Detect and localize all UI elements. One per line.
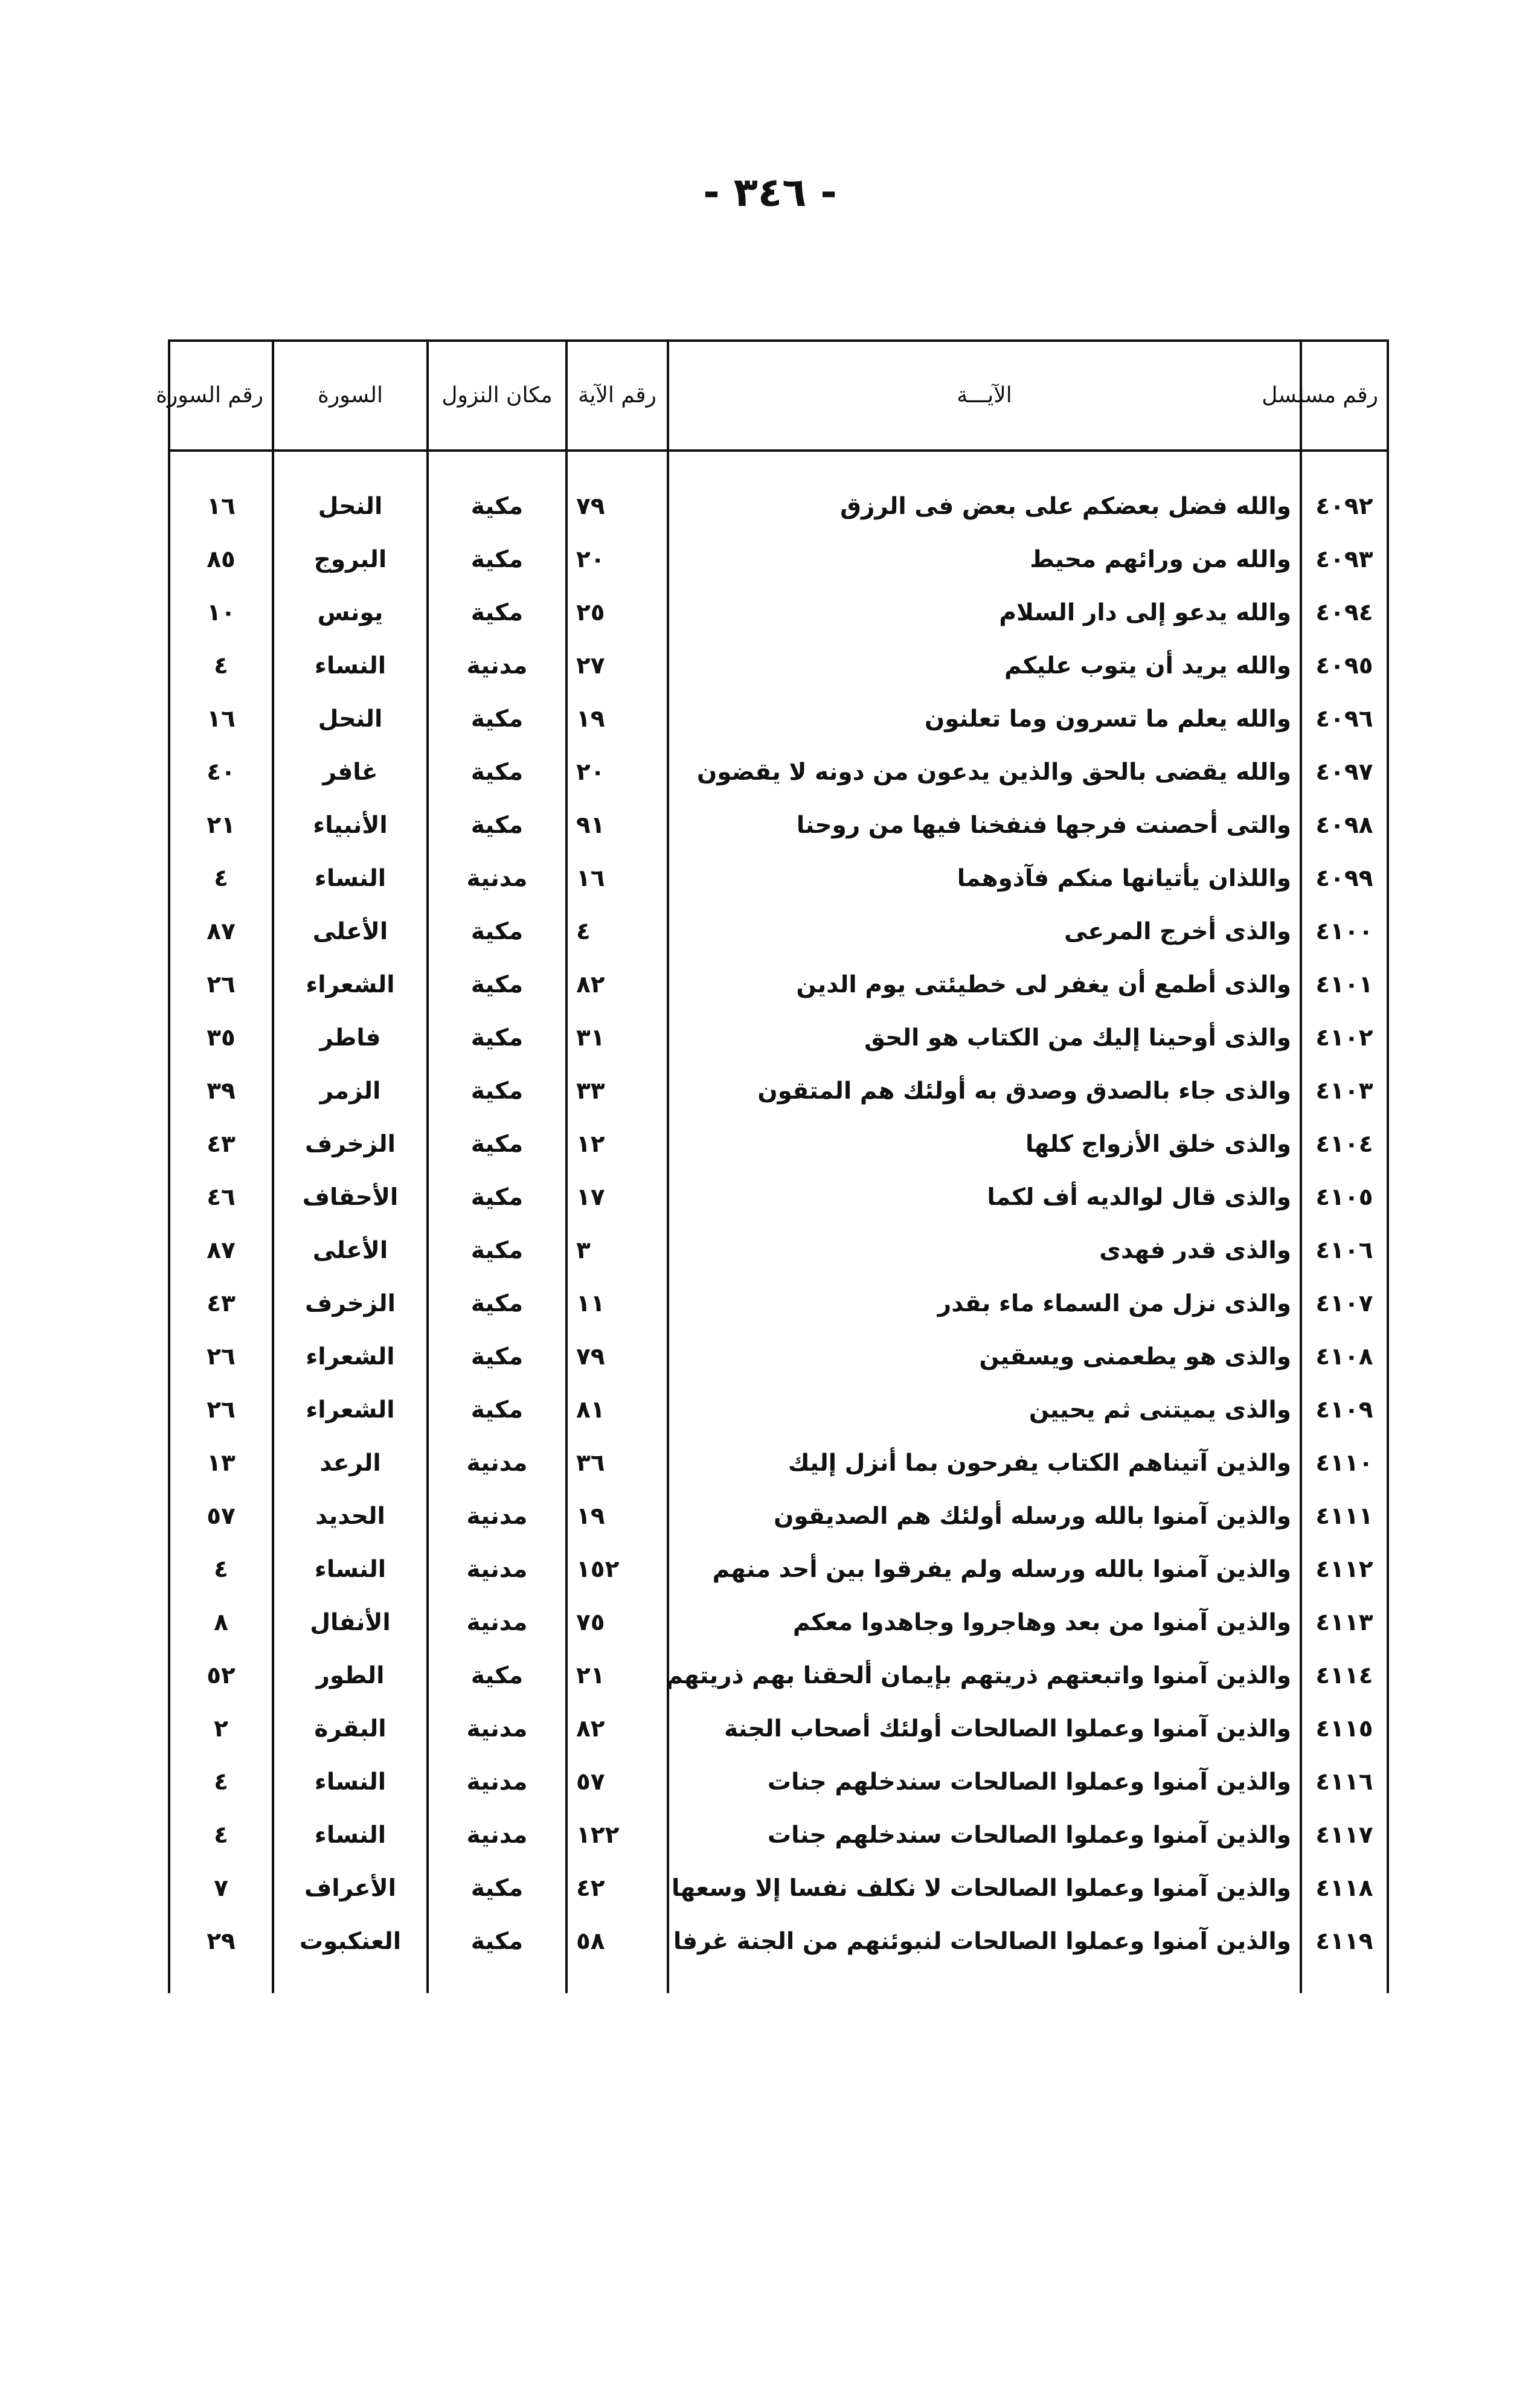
cell-ayah: والذى قال لوالديه أف لكما — [668, 1170, 1301, 1224]
cell-serial: ٤١٠٥ — [1301, 1170, 1388, 1224]
cell-verse-number: ٧٥ — [566, 1596, 668, 1649]
cell-serial: ٤١١٤ — [1301, 1649, 1388, 1702]
header-surah-number: رقم السورة — [169, 341, 273, 451]
table-row — [169, 692, 1388, 745]
cell-surah-number: ٢٦ — [169, 958, 273, 1011]
table-row — [169, 1064, 1388, 1117]
cell-place: مكية — [428, 1117, 566, 1170]
cell-surah-number: ٤٣ — [169, 1117, 273, 1170]
cell-surah: الرعد — [273, 1436, 428, 1489]
cell-verse-number: ٨١ — [566, 1383, 668, 1436]
table-row — [169, 1224, 1388, 1277]
cell-ayah: والذين آمنوا بالله ورسله أولئك هم الصديقون — [668, 1489, 1301, 1543]
cell-serial: ٤١١٣ — [1301, 1596, 1388, 1649]
cell-surah: النساء — [273, 1543, 428, 1596]
table-row — [169, 958, 1388, 1011]
cell-verse-number: ٣ — [566, 1224, 668, 1277]
cell-surah-number: ١٠ — [169, 586, 273, 639]
cell-surah-number: ٣٥ — [169, 1011, 273, 1064]
cell-verse-number: ٢٠ — [566, 745, 668, 798]
cell-verse-number: ١٢٢ — [566, 1808, 668, 1861]
table-header — [156, 341, 1388, 451]
cell-serial: ٤١٠٤ — [1301, 1117, 1388, 1170]
cell-surah: الأنفال — [273, 1596, 428, 1649]
cell-ayah: والذين آمنوا واتبعتهم ذريتهم بإيمان ألحقنا بهم ذريتهم — [668, 1649, 1301, 1702]
cell-serial: ٤٠٩٦ — [1301, 692, 1388, 745]
table-row — [169, 905, 1388, 958]
cell-place: مكية — [428, 586, 566, 639]
cell-verse-number: ٥٨ — [566, 1915, 668, 1968]
table-row — [169, 480, 1388, 533]
cell-surah: النساء — [273, 1808, 428, 1861]
cell-surah: النساء — [273, 852, 428, 905]
table-row — [169, 745, 1388, 798]
cell-surah-number: ٥٧ — [169, 1489, 273, 1543]
cell-place: مدنية — [428, 1755, 566, 1808]
cell-place: مكية — [428, 1277, 566, 1330]
cell-surah: الشعراء — [273, 1383, 428, 1436]
cell-surah: الأعلى — [273, 905, 428, 958]
cell-serial: ٤١٠٢ — [1301, 1011, 1388, 1064]
cell-verse-number: ١٧ — [566, 1170, 668, 1224]
cell-surah-number: ٤ — [169, 1755, 273, 1808]
table-row — [169, 1489, 1388, 1543]
cell-verse-number: ٩١ — [566, 798, 668, 852]
cell-place: مكية — [428, 692, 566, 745]
cell-serial: ٤١٠٧ — [1301, 1277, 1388, 1330]
cell-serial: ٤١١٠ — [1301, 1436, 1388, 1489]
cell-surah: الزمر — [273, 1064, 428, 1117]
cell-verse-number: ٢٧ — [566, 639, 668, 692]
cell-place: مدنية — [428, 1489, 566, 1543]
cell-surah: النساء — [273, 1755, 428, 1808]
table-row — [169, 1170, 1388, 1224]
cell-ayah: والذى نزل من السماء ماء بقدر — [668, 1277, 1301, 1330]
cell-serial: ٤١١٢ — [1301, 1543, 1388, 1596]
cell-serial: ٤٠٩٩ — [1301, 852, 1388, 905]
table-row — [169, 639, 1388, 692]
cell-surah-number: ٨٧ — [169, 1224, 273, 1277]
cell-serial: ٤٠٩٢ — [1301, 480, 1388, 533]
cell-place: مكية — [428, 1861, 566, 1915]
cell-ayah: والذين آمنوا وعملوا الصالحات أولئك أصحاب الجنة — [668, 1702, 1301, 1755]
cell-verse-number: ١١ — [566, 1277, 668, 1330]
cell-verse-number: ١٦ — [566, 852, 668, 905]
cell-surah: الزخرف — [273, 1117, 428, 1170]
cell-surah-number: ٤٣ — [169, 1277, 273, 1330]
cell-surah-number: ٤ — [169, 1808, 273, 1861]
cell-serial: ٤١٠١ — [1301, 958, 1388, 1011]
cell-surah: فاطر — [273, 1011, 428, 1064]
cell-place: مدنية — [428, 1808, 566, 1861]
cell-surah: الشعراء — [273, 958, 428, 1011]
header-verse-number: رقم الآية — [566, 341, 668, 451]
cell-ayah: والذى خلق الأزواج كلها — [668, 1117, 1301, 1170]
cell-verse-number: ١٩ — [566, 692, 668, 745]
cell-surah-number: ٥٢ — [169, 1649, 273, 1702]
cell-ayah: والتى أحصنت فرجها فنفخنا فيها من روحنا — [668, 798, 1301, 852]
cell-place: مكية — [428, 1011, 566, 1064]
cell-ayah: والذى هو يطعمنى ويسقين — [668, 1330, 1301, 1383]
cell-surah: الأعراف — [273, 1861, 428, 1915]
index-table-container — [156, 339, 1378, 1993]
cell-serial: ٤١١٥ — [1301, 1702, 1388, 1755]
cell-serial: ٤٠٩٧ — [1301, 745, 1388, 798]
cell-ayah: والذى قدر فهدى — [668, 1224, 1301, 1277]
cell-surah: غافر — [273, 745, 428, 798]
table-filler-row — [169, 1968, 1388, 1993]
cell-place: مكية — [428, 1224, 566, 1277]
cell-ayah: والذين آتيناهم الكتاب يفرحون بما أنزل إليك — [668, 1436, 1301, 1489]
cell-ayah: والذى أطمع أن يغفر لى خطيئتى يوم الدين — [668, 958, 1301, 1011]
cell-place: مكية — [428, 958, 566, 1011]
cell-surah-number: ١٦ — [169, 480, 273, 533]
cell-place: مدنية — [428, 1596, 566, 1649]
table-row — [169, 1808, 1388, 1861]
cell-serial: ٤١٠٠ — [1301, 905, 1388, 958]
cell-surah-number: ٨٧ — [169, 905, 273, 958]
cell-surah: الأنبياء — [273, 798, 428, 852]
cell-surah: البقرة — [273, 1702, 428, 1755]
cell-verse-number: ٧٩ — [566, 480, 668, 533]
cell-surah-number: ٤ — [169, 1543, 273, 1596]
cell-surah-number: ٨ — [169, 1596, 273, 1649]
cell-ayah: والله يريد أن يتوب عليكم — [668, 639, 1301, 692]
cell-surah-number: ١٦ — [169, 692, 273, 745]
cell-ayah: والذين آمنوا وعملوا الصالحات لنبوئنهم من الجنة غرفا — [668, 1915, 1301, 1968]
cell-surah-number: ٢ — [169, 1702, 273, 1755]
cell-ayah: والذين آمنوا من بعد وهاجروا وجاهدوا معكم — [668, 1596, 1301, 1649]
table-row — [169, 1649, 1388, 1702]
cell-surah: البروج — [273, 533, 428, 586]
cell-verse-number: ١٩ — [566, 1489, 668, 1543]
cell-verse-number: ٤ — [566, 905, 668, 958]
page-number: - ٣٤٦ - — [703, 169, 837, 216]
cell-serial: ٤١١١ — [1301, 1489, 1388, 1543]
cell-surah: الطور — [273, 1649, 428, 1702]
cell-place: مكية — [428, 1064, 566, 1117]
cell-surah: يونس — [273, 586, 428, 639]
cell-ayah: والذين آمنوا وعملوا الصالحات لا نكلف نفسا إلا وسعها — [668, 1861, 1301, 1915]
cell-ayah: واللذان يأتيانها منكم فآذوهما — [668, 852, 1301, 905]
cell-place: مكية — [428, 745, 566, 798]
cell-ayah: والله فضل بعضكم على بعض فى الرزق — [668, 480, 1301, 533]
cell-serial: ٤٠٩٥ — [1301, 639, 1388, 692]
header-place: مكان النزول — [428, 341, 566, 451]
cell-verse-number: ١٥٢ — [566, 1543, 668, 1596]
cell-ayah: والذى أوحينا إليك من الكتاب هو الحق — [668, 1011, 1301, 1064]
cell-surah: النساء — [273, 639, 428, 692]
table-row — [169, 1383, 1388, 1436]
cell-serial: ٤٠٩٣ — [1301, 533, 1388, 586]
cell-place: مكية — [428, 1649, 566, 1702]
cell-verse-number: ٣١ — [566, 1011, 668, 1064]
cell-ayah: والله يعلم ما تسرون وما تعلنون — [668, 692, 1301, 745]
cell-serial: ٤١١٧ — [1301, 1808, 1388, 1861]
cell-surah-number: ٢٦ — [169, 1330, 273, 1383]
cell-verse-number: ٣٦ — [566, 1436, 668, 1489]
cell-surah-number: ٢٦ — [169, 1383, 273, 1436]
table-row — [169, 1702, 1388, 1755]
cell-verse-number: ٥٧ — [566, 1755, 668, 1808]
table-row — [169, 1861, 1388, 1915]
cell-place: مدنية — [428, 639, 566, 692]
cell-surah: الزخرف — [273, 1277, 428, 1330]
cell-place: مدنية — [428, 1436, 566, 1489]
cell-verse-number: ٢٠ — [566, 533, 668, 586]
cell-surah-number: ٨٥ — [169, 533, 273, 586]
cell-serial: ٤١٠٣ — [1301, 1064, 1388, 1117]
cell-serial: ٤٠٩٤ — [1301, 586, 1388, 639]
cell-surah: النحل — [273, 692, 428, 745]
cell-place: مكية — [428, 1170, 566, 1224]
cell-place: مكية — [428, 905, 566, 958]
cell-ayah: والذى جاء بالصدق وصدق به أولئك هم المتقون — [668, 1064, 1301, 1117]
cell-verse-number: ٢٥ — [566, 586, 668, 639]
cell-surah: العنكبوت — [273, 1915, 428, 1968]
header-surah: السورة — [273, 341, 428, 451]
table-row — [169, 1117, 1388, 1170]
table-row — [169, 1915, 1388, 1968]
cell-surah: الأعلى — [273, 1224, 428, 1277]
cell-place: مدنية — [428, 852, 566, 905]
cell-ayah: والذين آمنوا وعملوا الصالحات سندخلهم جنات — [668, 1808, 1301, 1861]
cell-surah-number: ٣٩ — [169, 1064, 273, 1117]
cell-ayah: والذى أخرج المرعى — [668, 905, 1301, 958]
cell-place: مدنية — [428, 1702, 566, 1755]
header-serial: رقم مسلسل — [1301, 341, 1388, 451]
cell-place: مكية — [428, 533, 566, 586]
table-row — [169, 1755, 1388, 1808]
table-row — [169, 586, 1388, 639]
cell-ayah: والذين آمنوا وعملوا الصالحات سندخلهم جنات — [668, 1755, 1301, 1808]
table-row — [169, 1596, 1388, 1649]
cell-verse-number: ١٢ — [566, 1117, 668, 1170]
cell-ayah: والذى يميتنى ثم يحيين — [668, 1383, 1301, 1436]
cell-verse-number: ٢١ — [566, 1649, 668, 1702]
cell-serial: ٤١٠٩ — [1301, 1383, 1388, 1436]
cell-serial: ٤١٠٦ — [1301, 1224, 1388, 1277]
table-row — [169, 1436, 1388, 1489]
cell-place: مكية — [428, 1915, 566, 1968]
cell-surah: الشعراء — [273, 1330, 428, 1383]
cell-surah: الأحقاف — [273, 1170, 428, 1224]
cell-serial: ٤١١٦ — [1301, 1755, 1388, 1808]
cell-serial: ٤٠٩٨ — [1301, 798, 1388, 852]
cell-place: مكية — [428, 480, 566, 533]
index-table — [156, 339, 1389, 1993]
cell-surah-number: ٤ — [169, 639, 273, 692]
header-row — [169, 341, 1388, 451]
cell-place: مكية — [428, 1330, 566, 1383]
cell-surah: الحديد — [273, 1489, 428, 1543]
cell-ayah: والله من ورائهم محيط — [668, 533, 1301, 586]
cell-surah-number: ٢٩ — [169, 1915, 273, 1968]
cell-serial: ٤١١٨ — [1301, 1861, 1388, 1915]
cell-surah-number: ١٣ — [169, 1436, 273, 1489]
table-body — [169, 451, 1388, 1993]
cell-place: مدنية — [428, 1543, 566, 1596]
table-row — [169, 1011, 1388, 1064]
cell-verse-number: ٧٩ — [566, 1330, 668, 1383]
cell-verse-number: ٣٣ — [566, 1064, 668, 1117]
cell-surah-number: ٢١ — [169, 798, 273, 852]
cell-ayah: والله يقضى بالحق والذين يدعون من دونه لا يقضون — [668, 745, 1301, 798]
table-spacer-row — [169, 451, 1388, 480]
header-ayah: الآيـــة — [668, 341, 1301, 451]
table-row — [169, 798, 1388, 852]
cell-surah-number: ٤ — [169, 852, 273, 905]
cell-verse-number: ٨٢ — [566, 1702, 668, 1755]
table-row — [169, 852, 1388, 905]
cell-surah-number: ٤٦ — [169, 1170, 273, 1224]
table-row — [169, 1330, 1388, 1383]
cell-serial: ٤١٠٨ — [1301, 1330, 1388, 1383]
cell-surah-number: ٤٠ — [169, 745, 273, 798]
cell-place: مكية — [428, 1383, 566, 1436]
cell-serial: ٤١١٩ — [1301, 1915, 1388, 1968]
cell-surah-number: ٧ — [169, 1861, 273, 1915]
cell-verse-number: ٨٢ — [566, 958, 668, 1011]
table-row — [169, 1543, 1388, 1596]
cell-surah: النحل — [273, 480, 428, 533]
table-row — [169, 533, 1388, 586]
cell-ayah: والذين آمنوا بالله ورسله ولم يفرقوا بين أحد منهم — [668, 1543, 1301, 1596]
cell-place: مكية — [428, 798, 566, 852]
table-row — [169, 1277, 1388, 1330]
cell-verse-number: ٤٢ — [566, 1861, 668, 1915]
cell-ayah: والله يدعو إلى دار السلام — [668, 586, 1301, 639]
